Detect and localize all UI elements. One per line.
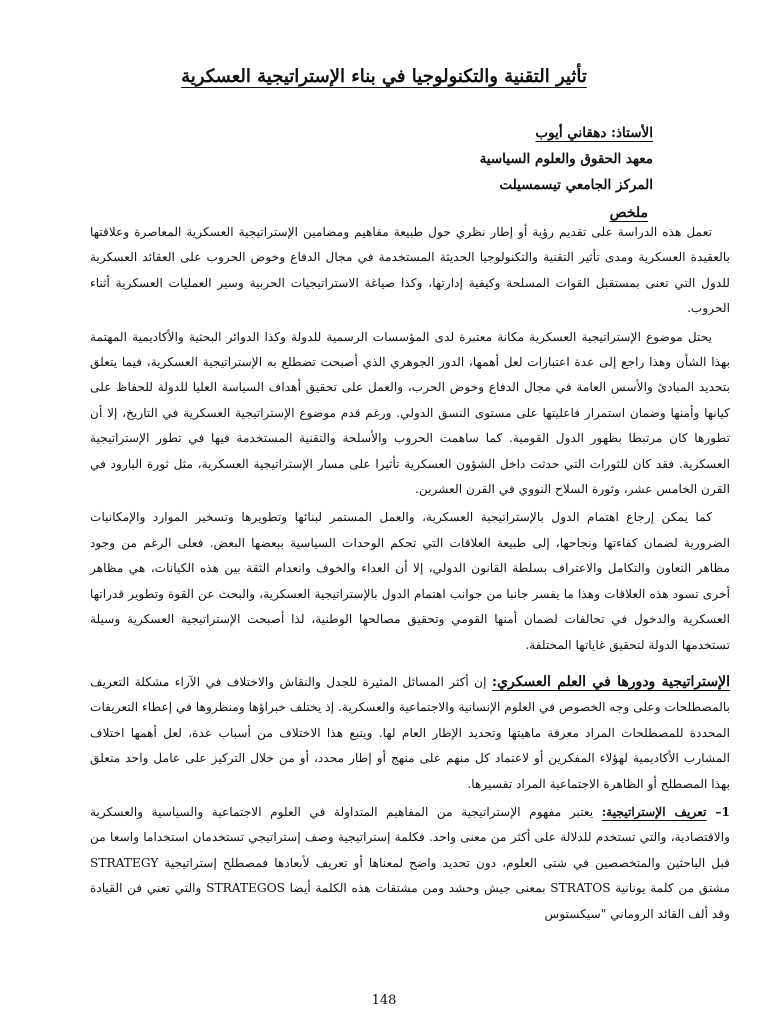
section-text: إن أكثر المسائل المثيرة للجدل والنقاش والاختلاف في الآراء مشكلة التعريف بالمصطلحات وعلى وجه الخصوص في العلوم الإنسانية والاجتماعية والعسكرية. إذ يختلف خبراؤها ومنظروها في إعطاء التعريفات المحددة للمصطلحات المراد معرفة ماهيتها وتحديد الإطار العام لها. وينبع هذا الاختلاف من أسباب عدة، لعل أهمها اختلاف المشارب الأكاديمية لهؤلاء المفكرين أو لاعتماد كل منهم على منهج أو إطار محدد، أو من خلال التركيز على عامل واحد متعلق بهذا المصطلح أو الظاهرة الاجتماعية المراد تفسيرها. [90,674,730,791]
abstract-paragraph-2: يحتل موضوع الإستراتيجية العسكرية مكانة معتبرة لدى المؤسسات الرسمية للدولة وكذا الدوائر البحثية والأكاديمية المهتمة بهذا الشأن وهذا راجع إلى عدة اعتبارات لعل أهمها، الدور الجوهري الذي أصبحت تضطلع به الإستراتيجية العسكرية، فيما يتعلق بتحديد المبادئ والأسس العامة في مجال الدفاع وخوض الحرب، والعمل على تحقيق أهداف السياسة العليا للدولة للحفاظ على كيانها وأمنها وضمان استمرار فاعليتها على مستوى النسق الدولي. ورغم قدم موضوع الإستراتيجية العسكرية في التاريخ، إلا أن تطورها كان مرتبطا بظهور الدول القومية. كما ساهمت الحروب والأسلحة والتقنية المستخدمة فيها في تطور الإستراتيجية العسكرية. فقد كان للثورات التي حدثت داخل الشؤون العسكرية تأثيرا على مسار الإستراتيجية العسكرية، مثل ثورة البارود في القرن الخامس عشر، وثورة السلاح النووي في القرن العشرين. [90,329,730,497]
definition-paragraph [90,800,730,927]
author-name: الأستاذ: دهقاني أيوب [535,125,653,141]
section-paragraph [90,670,730,797]
item-text: يعتبر مفهوم الإستراتيجية من المفاهيم المتداولة في العلوم الاجتماعية والسياسية والعسكرية والاقتصادية، والتي تستخدم للدلالة على أكثر من معنى واحد. فكلمة إستراتيجية وصف إستراتيجي تستخدمان استخداما واسعا من قبل الباحثين والمتخصصين في شتى العلوم، دون تحديد واضح لمعناها أو تعريف لأبعادها فمصطلح إستراتيجية STRATEGY مشتق من كلمة يونانية STRATOS بمعنى جيش وحشد ومن مشتقات هذه الكلمة أيضا STRATEGOS والتي تعني فن القيادة وقد ألف القائد الروماني "سيكستوس [90,804,731,921]
item-number: 1– [706,804,730,819]
item-title: تعريف الإستراتيجية: [601,804,707,819]
section-title: الإستراتيجية ودورها في العلم العسكري: [491,673,731,690]
abstract-heading: ملخص [609,205,648,221]
abstract-paragraph-1: تعمل هذه الدراسة على تقديم رؤية أو إطار نظري حول طبيعة مفاهيم ومضامين الإستراتيجية العسكرية المعاصرة وعلاقتها بالعقيدة العسكرية ومدى تأثير التقنية والتكنولوجيا الحديثة المستخدمة في مجال الدفاع وخوض الحروب على العقائد العسكرية للدول التي تعنى بمستقبل القوات المسلحة وكيفية إدارتها، وكذا صياغة الاستراتيجيات الحربية وسير العمليات العسكرية أثناء الحروب. [90,225,730,316]
page-number: 148 [371,993,397,1008]
abstract-paragraph-3: كما يمكن إرجاع اهتمام الدول بالإستراتيجية العسكرية، والعمل المستمر لبنائها وتطويرها وتسخير الموارد والإمكانيات الضرورية لضمان كفاءتها ونجاحها، إلى طبيعة العلاقات التي تحكم الوحدات السياسية ببعضها البعض. فعلى الرغم من وجود مظاهر التعاون والتكامل والاعتراف بسلطة القانون الدولي، إلا أن العداء والخوف وانعدام الثقة بين هذه الكيانات، هي مظاهر أخرى تسود هذه العلاقات وهذا ما يفسر جانبا من جوانب اهتمام الدول بالإستراتيجية العسكرية، والبحث عن القوة وتطوير قدراتها العسكرية والدخول في تحالفات لضمان أمنها القومي وتحقيق مصالحها الوطنية، لذا أصبحت الإستراتيجية العسكرية وسيلة تستخدمها الدولة لتحقيق غاياتها المختلفة. [90,510,730,652]
article-title: تأثير التقنية والتكنولوجيا في بناء الإستراتيجية العسكرية [181,66,587,87]
author-institute: معهد الحقوق والعلوم السياسية [479,151,653,167]
author-center: المركز الجامعي تيسمسيلت [499,177,653,193]
article-body [90,220,730,930]
author-block [233,120,653,198]
